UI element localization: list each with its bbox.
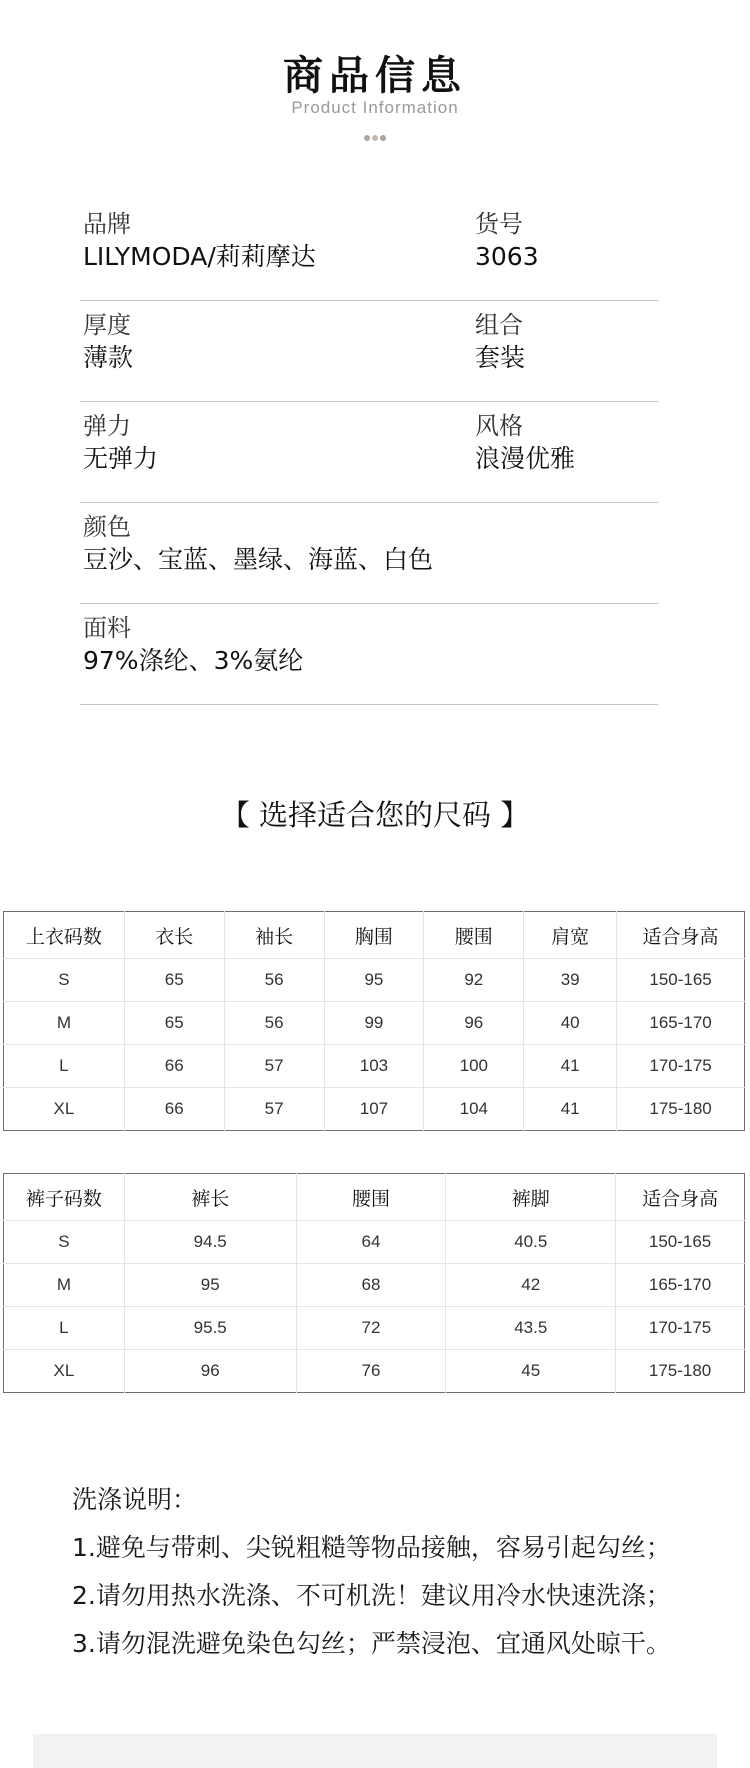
table-cell: L bbox=[4, 1307, 125, 1350]
info-cell bbox=[83, 511, 433, 577]
info-value: 97%涤纶、3%氨纶 bbox=[83, 646, 304, 675]
product-info-table bbox=[80, 200, 658, 705]
table-cell: 65 bbox=[124, 1002, 224, 1045]
table-header-row bbox=[4, 912, 745, 959]
info-label: 弹力 bbox=[83, 412, 131, 440]
info-row bbox=[80, 200, 658, 301]
info-label: 品牌 bbox=[83, 210, 131, 238]
table-cell: 72 bbox=[296, 1307, 446, 1350]
column-header: 胸围 bbox=[324, 912, 424, 959]
table-cell: 95.5 bbox=[124, 1307, 296, 1350]
table-cell: 65 bbox=[124, 959, 224, 1002]
table-cell: 40 bbox=[524, 1002, 617, 1045]
washing-instructions bbox=[72, 1476, 722, 1668]
info-cell bbox=[83, 612, 303, 678]
table-cell: 150-165 bbox=[616, 1221, 745, 1264]
table-cell: 100 bbox=[424, 1045, 524, 1088]
dot-icon bbox=[380, 135, 386, 141]
table-cell: 68 bbox=[296, 1264, 446, 1307]
table-cell: 107 bbox=[324, 1088, 424, 1131]
size-section-heading: 【 选择适合您的尺码 】 bbox=[220, 798, 530, 832]
table-cell: 76 bbox=[296, 1350, 446, 1393]
table-cell: 170-175 bbox=[617, 1045, 745, 1088]
table-row bbox=[4, 1088, 745, 1131]
decorative-dots bbox=[0, 126, 750, 145]
table-cell: 175-180 bbox=[648, 1361, 712, 1380]
table-row bbox=[4, 1350, 745, 1393]
info-label: 货号 bbox=[475, 210, 523, 238]
washing-line: 2.请勿用热水洗涤、不可机洗！建议用冷水快速洗涤； bbox=[72, 1581, 671, 1610]
info-row bbox=[80, 503, 658, 604]
bottom-panel bbox=[33, 1734, 717, 1768]
table-cell: 57 bbox=[224, 1088, 324, 1131]
info-row bbox=[80, 604, 658, 705]
table-row bbox=[4, 1002, 745, 1045]
table-cell: 40.5 bbox=[446, 1221, 616, 1264]
table-cell: 165-170 bbox=[616, 1264, 745, 1307]
table-cell: S bbox=[4, 959, 125, 1002]
table-row bbox=[4, 1264, 745, 1307]
column-header: 肩宽 bbox=[524, 912, 617, 959]
table-cell: 43.5 bbox=[446, 1307, 616, 1350]
table-cell: XL bbox=[4, 1350, 125, 1393]
info-value: 套装 bbox=[475, 343, 526, 372]
washing-line: 3.请勿混洗避免染色勾丝；严禁浸泡、宜通风处晾干。 bbox=[72, 1629, 671, 1658]
table-cell: 64 bbox=[296, 1221, 446, 1264]
table-header-row bbox=[4, 1174, 745, 1221]
table-cell: 41 bbox=[524, 1045, 617, 1088]
table-row bbox=[4, 1307, 745, 1350]
table-cell: 165-170 bbox=[617, 1002, 745, 1045]
info-cell bbox=[83, 208, 316, 274]
column-header: 裤长 bbox=[124, 1174, 296, 1221]
column-header: 袖长 bbox=[224, 912, 324, 959]
washing-title: 洗涤说明： bbox=[72, 1485, 198, 1514]
column-header: 腰围 bbox=[424, 912, 524, 959]
info-value: 豆沙、宝蓝、墨绿、海蓝、白色 bbox=[83, 545, 434, 574]
column-header: 裤脚 bbox=[446, 1174, 616, 1221]
info-label: 风格 bbox=[475, 412, 523, 440]
table-row bbox=[4, 959, 745, 1002]
info-cell bbox=[83, 309, 133, 375]
info-row bbox=[80, 402, 658, 503]
table-cell: 99 bbox=[324, 1002, 424, 1045]
washing-line: 1.避免与带刺、尖锐粗糙等物品接触，容易引起勾丝； bbox=[72, 1533, 671, 1562]
table-cell: 103 bbox=[324, 1045, 424, 1088]
table-cell: 104 bbox=[424, 1088, 524, 1131]
table-cell: 45 bbox=[446, 1350, 616, 1393]
info-value: 浪漫优雅 bbox=[475, 444, 576, 473]
page-title: 商品信息 bbox=[283, 53, 467, 99]
table-cell: 94.5 bbox=[124, 1221, 296, 1264]
info-cell bbox=[83, 410, 158, 476]
pants-size-table bbox=[3, 1173, 745, 1393]
dot-icon bbox=[372, 135, 378, 141]
column-header: 裤子码数 bbox=[4, 1174, 125, 1221]
info-cell bbox=[475, 410, 575, 476]
column-header: 腰围 bbox=[296, 1174, 446, 1221]
column-header: 上衣码数 bbox=[4, 912, 125, 959]
table-cell: 92 bbox=[424, 959, 524, 1002]
info-value: LILYMODA/莉莉摩达 bbox=[83, 242, 316, 271]
info-value: 薄款 bbox=[83, 343, 134, 372]
table-cell: S bbox=[4, 1221, 125, 1264]
table-cell: 42 bbox=[446, 1264, 616, 1307]
table-row bbox=[4, 1221, 745, 1264]
column-header: 适合身高 bbox=[616, 1174, 745, 1221]
table-cell: L bbox=[4, 1045, 125, 1088]
info-value: 无弹力 bbox=[83, 444, 159, 473]
table-cell: 56 bbox=[224, 959, 324, 1002]
table-cell: 170-175 bbox=[616, 1307, 745, 1350]
info-value: 3063 bbox=[475, 242, 539, 271]
table-cell: 96 bbox=[124, 1350, 296, 1393]
table-cell: 66 bbox=[124, 1088, 224, 1131]
table-cell: 95 bbox=[324, 959, 424, 1002]
info-row bbox=[80, 301, 658, 402]
info-cell bbox=[475, 309, 525, 375]
column-header: 适合身高 bbox=[617, 912, 745, 959]
table-cell: 66 bbox=[124, 1045, 224, 1088]
table-cell: XL bbox=[4, 1088, 125, 1131]
info-label: 颜色 bbox=[83, 513, 131, 541]
table-cell: 56 bbox=[224, 1002, 324, 1045]
info-label: 面料 bbox=[83, 614, 131, 642]
table-cell: 57 bbox=[224, 1045, 324, 1088]
table-row bbox=[4, 1045, 745, 1088]
page-subtitle: Product Information bbox=[291, 98, 459, 117]
table-cell: M bbox=[4, 1264, 125, 1307]
top-size-table bbox=[3, 911, 745, 1131]
table-cell: 39 bbox=[524, 959, 617, 1002]
dot-icon bbox=[364, 135, 370, 141]
table-cell: M bbox=[4, 1002, 125, 1045]
column-header: 衣长 bbox=[124, 912, 224, 959]
table-cell: 175-180 bbox=[649, 1099, 712, 1118]
table-cell: 96 bbox=[424, 1002, 524, 1045]
table-cell: 41 bbox=[524, 1088, 617, 1131]
info-label: 组合 bbox=[475, 311, 523, 339]
info-label: 厚度 bbox=[83, 311, 131, 339]
info-cell bbox=[475, 208, 539, 274]
table-cell: 95 bbox=[124, 1264, 296, 1307]
table-cell: 150-165 bbox=[617, 959, 745, 1002]
